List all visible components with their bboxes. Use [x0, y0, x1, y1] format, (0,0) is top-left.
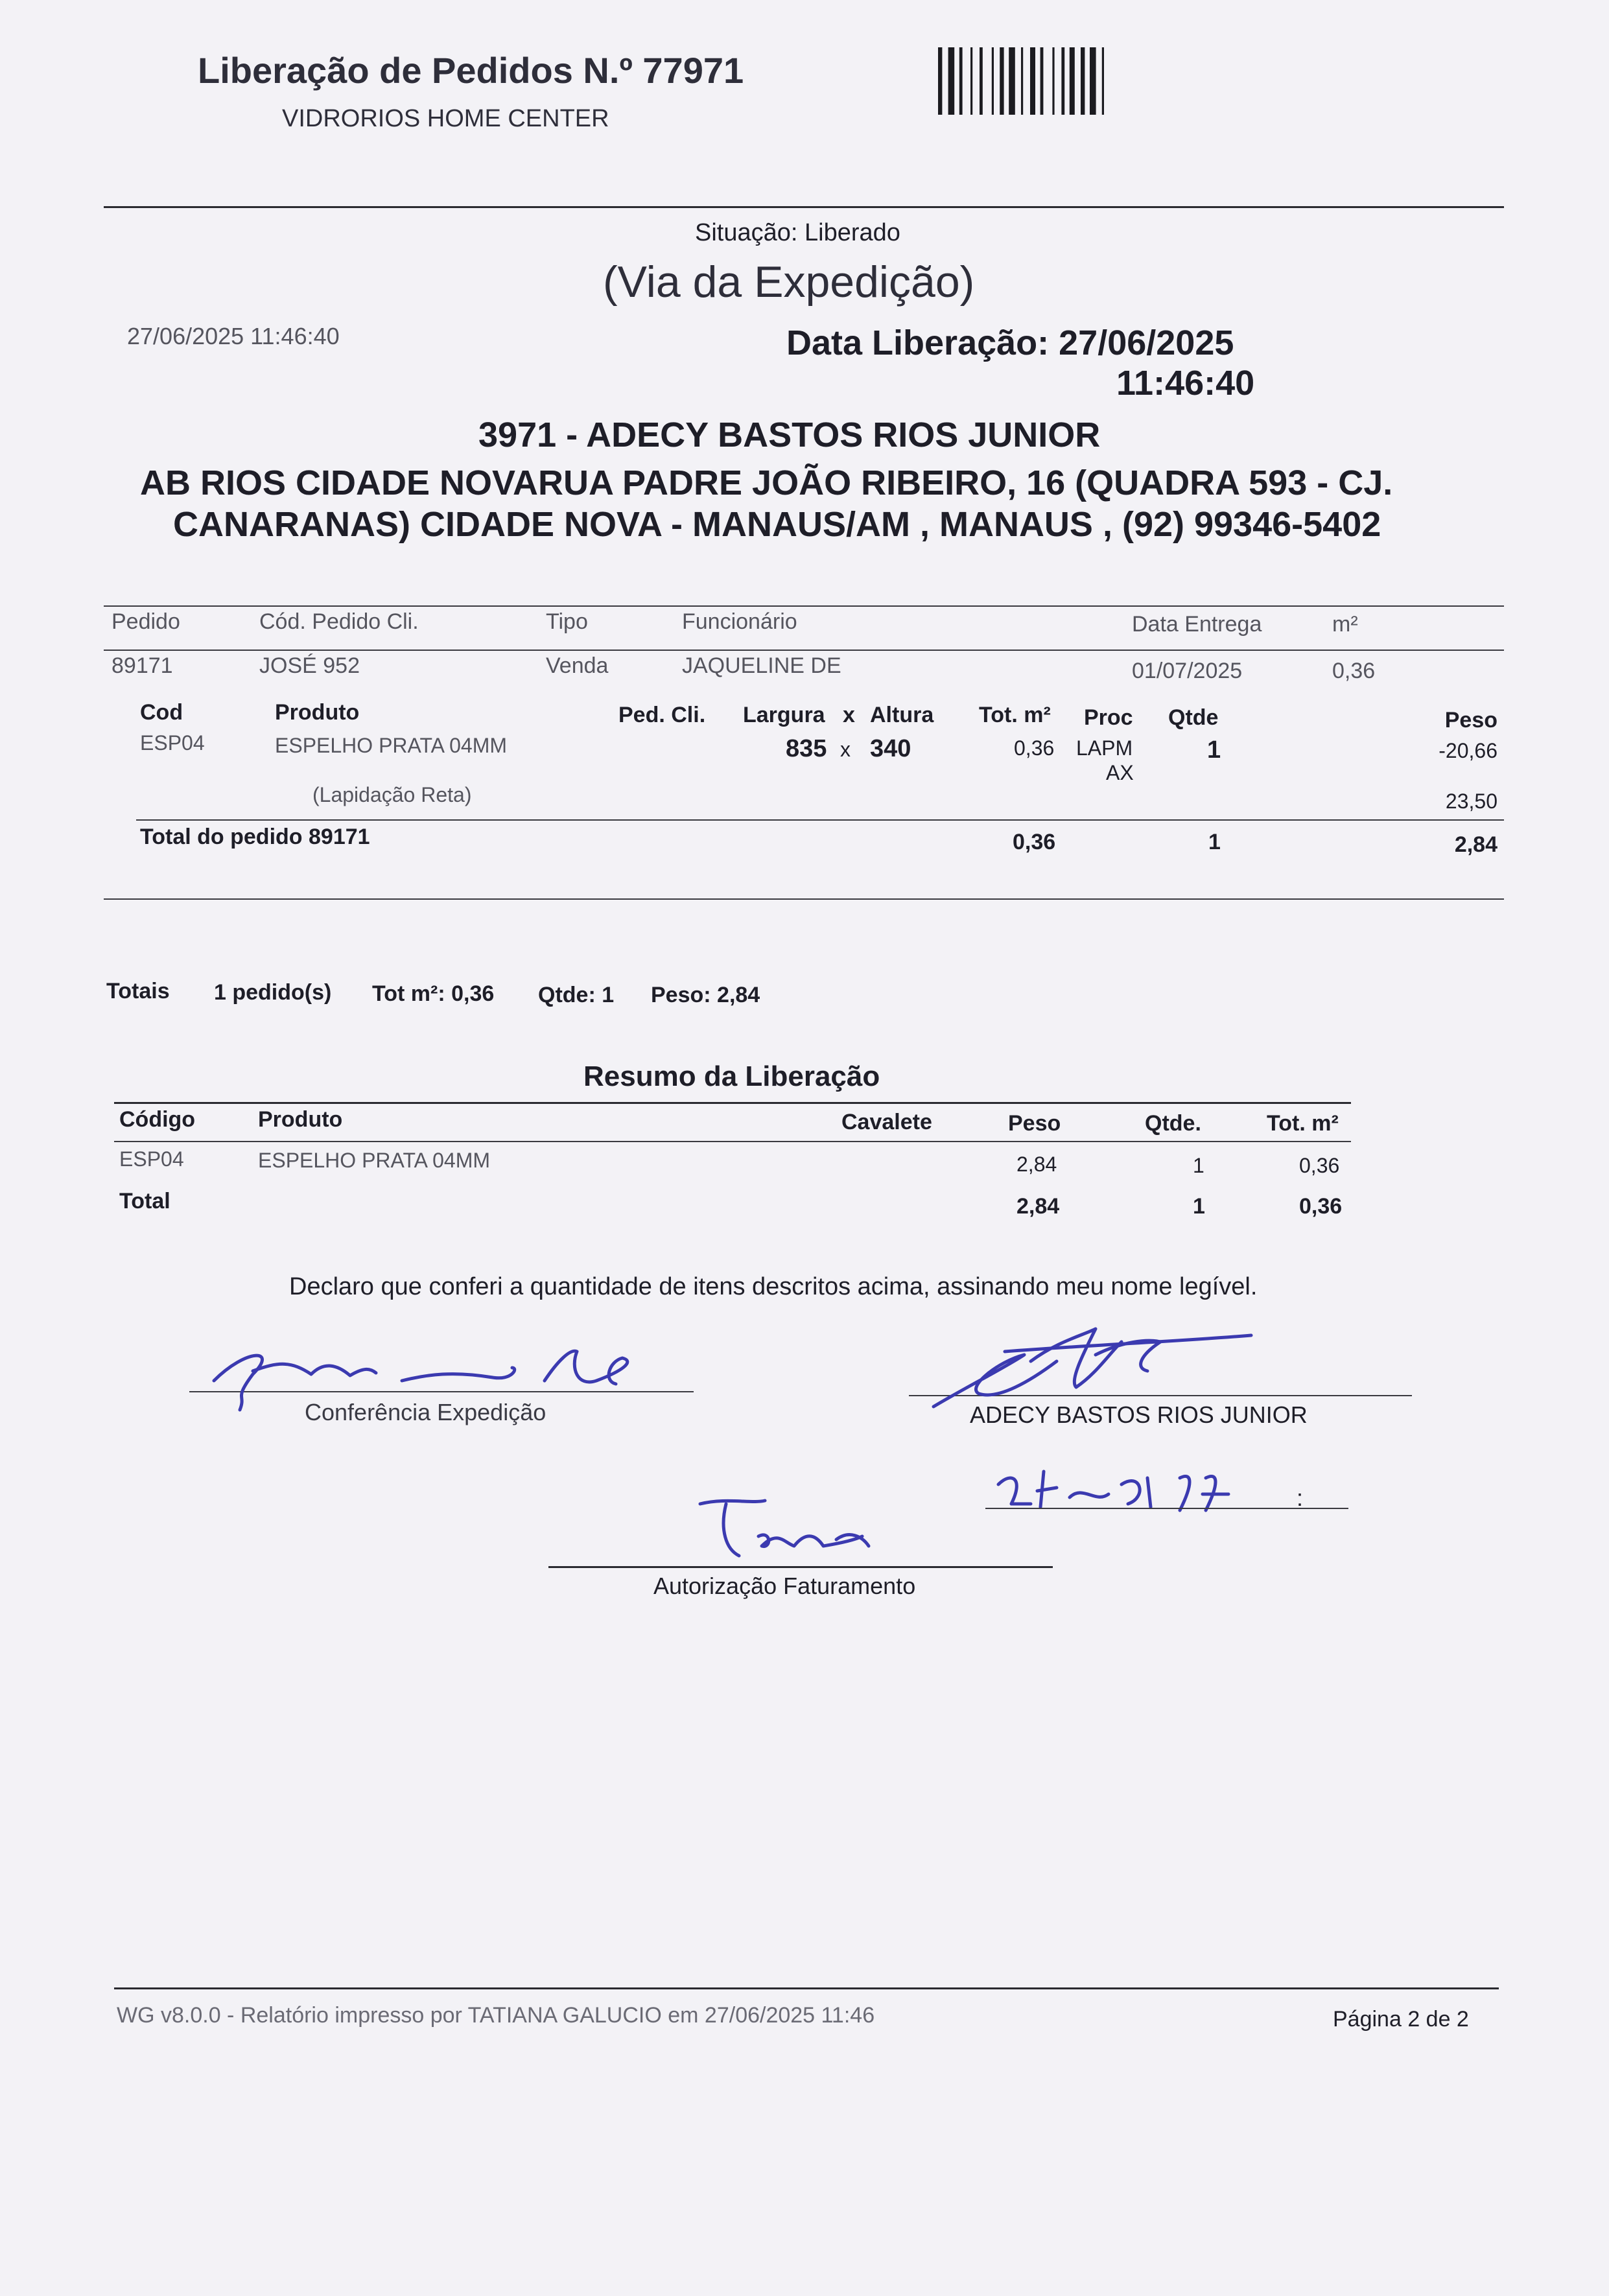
copy-type: (Via da Expedição) [603, 257, 975, 307]
item-header-altura: Altura [870, 703, 934, 727]
customer-address-line1: AB RIOS CIDADE NOVARUA PADRE JOÃO RIBEIRO, 16 (QUADRA 593 - CJ. [140, 463, 1393, 502]
summary-title: Resumo da Liberação [583, 1060, 880, 1092]
order-funcionario: JAQUELINE DE [682, 653, 841, 678]
item-header-tot-m2: Tot. m² [979, 703, 1051, 727]
order-m2: 0,36 [1332, 659, 1376, 683]
item-sub-descricao: (Lapidação Reta) [312, 783, 472, 806]
summary-tot-m2: 0,36 [1299, 1154, 1340, 1177]
order-pedido: 89171 [112, 653, 173, 678]
col-header-data-entrega: Data Entrega [1132, 612, 1262, 637]
totals-pedidos: 1 pedido(s) [214, 980, 332, 1005]
item-peso: -20,66 [1439, 739, 1497, 762]
print-datetime: 27/06/2025 11:46:40 [127, 323, 340, 349]
footer-report-info: WG v8.0.0 - Relatório impresso por TATIANA GALUCIO em 27/06/2025 11:46 [117, 2003, 875, 2028]
order-cod-cli: JOSÉ 952 [259, 653, 360, 678]
items-total-line [136, 819, 1504, 821]
customer-address-line2: CANARANAS) CIDADE NOVA - MANAUS/AM , MANAUS , (92) 99346-5402 [173, 505, 1381, 544]
totals-m2: Tot m²: 0,36 [372, 981, 495, 1006]
item-sub-peso: 23,50 [1445, 790, 1497, 813]
customer-name: 3971 - ADECY BASTOS RIOS JUNIOR [478, 416, 1101, 454]
header-divider [104, 206, 1504, 208]
summary-total-peso: 2,84 [1016, 1194, 1060, 1219]
summary-qtde: 1 [1193, 1154, 1204, 1177]
item-tot-m2: 0,36 [1014, 736, 1055, 760]
status-line: Situação: Liberado [695, 219, 900, 246]
item-produto: ESPELHO PRATA 04MM [275, 734, 508, 757]
item-header-ped-cli: Ped. Cli. [618, 703, 706, 727]
barcode-icon [938, 47, 1183, 115]
document-title: Liberação de Pedidos N.º 77971 [198, 50, 744, 91]
order-total-label: Total do pedido 89171 [140, 825, 370, 849]
order-data-entrega: 01/07/2025 [1132, 659, 1243, 683]
totals-peso: Peso: 2,84 [651, 983, 760, 1007]
col-header-tipo: Tipo [546, 609, 588, 634]
order-total-m2: 0,36 [1013, 830, 1056, 854]
footer-page: Página 2 de 2 [1333, 2007, 1469, 2032]
item-header-peso: Peso [1444, 708, 1497, 732]
item-header-proc: Proc [1084, 705, 1133, 730]
summary-total-qtde: 1 [1193, 1194, 1205, 1219]
footer-line [114, 1987, 1499, 1989]
item-qtde: 1 [1207, 736, 1221, 764]
summary-peso: 2,84 [1016, 1153, 1057, 1176]
date-line [985, 1508, 1348, 1509]
summary-header-cavalete: Cavalete [841, 1110, 932, 1134]
item-header-qtde: Qtde [1168, 705, 1219, 730]
item-header-produto: Produto [275, 700, 360, 725]
signature-conferencia [207, 1335, 661, 1420]
summary-header-codigo: Código [119, 1107, 196, 1132]
item-proc-line1: LAPM [1076, 736, 1133, 760]
order-tipo: Venda [546, 653, 609, 678]
signature-line-bottom [548, 1566, 1053, 1568]
signature-customer [927, 1316, 1264, 1413]
signature-label-right: ADECY BASTOS RIOS JUNIOR [970, 1401, 1308, 1428]
date-suffix: : [1297, 1484, 1304, 1511]
totals-label: Totais [106, 979, 170, 1003]
item-header-cod: Cod [140, 700, 183, 725]
summary-top-line [114, 1102, 1351, 1104]
signature-label-left: Conferência Expedição [305, 1399, 546, 1425]
release-time: 11:46:40 [1116, 364, 1255, 403]
col-header-pedido: Pedido [112, 609, 180, 634]
order-table-top-line [104, 605, 1504, 607]
summary-total-label: Total [119, 1189, 170, 1213]
item-largura: 835 [786, 735, 827, 762]
item-altura: 340 [870, 735, 911, 762]
col-header-m2: m² [1332, 612, 1358, 637]
summary-total-tot-m2: 0,36 [1299, 1194, 1343, 1219]
summary-header-line [114, 1141, 1351, 1142]
summary-header-tot-m2: Tot. m² [1267, 1111, 1339, 1136]
summary-codigo: ESP04 [119, 1147, 184, 1171]
summary-header-peso: Peso [1008, 1111, 1061, 1136]
order-total-qtde: 1 [1208, 830, 1221, 854]
item-x: x [840, 738, 851, 761]
item-cod: ESP04 [140, 731, 205, 755]
declaration-text: Declaro que conferi a quantidade de itens descritos acima, assinando meu nome legível. [289, 1273, 1258, 1300]
signature-label-bottom: Autorização Faturamento [653, 1573, 916, 1599]
summary-header-produto: Produto [258, 1107, 343, 1132]
company-name: VIDRORIOS HOME CENTER [282, 105, 609, 132]
item-header-largura: Largura [743, 703, 825, 727]
signature-date-handwritten [985, 1458, 1297, 1523]
item-proc-line2: AX [1106, 761, 1134, 784]
summary-produto: ESPELHO PRATA 04MM [258, 1149, 491, 1172]
summary-header-qtde: Qtde. [1145, 1111, 1201, 1136]
item-header-x: x [843, 703, 855, 727]
order-table-header-line [104, 650, 1504, 651]
col-header-funcionario: Funcionário [682, 609, 797, 634]
order-total-peso: 2,84 [1454, 832, 1497, 857]
signature-autorizacao [687, 1491, 895, 1569]
col-header-cod-cli: Cód. Pedido Cli. [259, 609, 419, 634]
order-section-end-line [104, 898, 1504, 900]
totals-qtde: Qtde: 1 [538, 983, 615, 1007]
release-date: Data Liberação: 27/06/2025 [786, 323, 1234, 362]
